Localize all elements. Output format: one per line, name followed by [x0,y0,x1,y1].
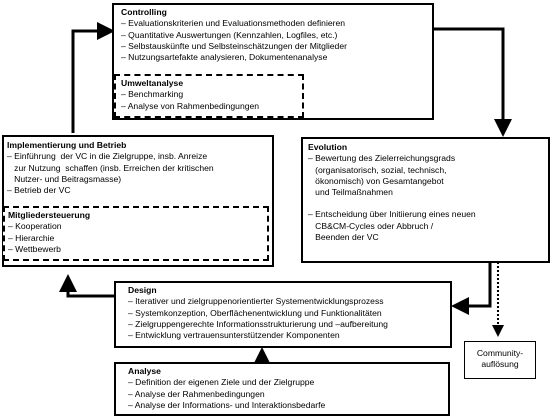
design-title: Design [128,285,157,295]
arrow-design-to-implementierung [68,277,114,296]
analyse-item: – Analyse der Rahmenbedingungen [128,388,265,399]
arrow-controlling-to-evolution [432,29,503,134]
evolution-item: und Teilmaßnahmen [308,187,393,198]
controlling-title: Controlling [121,7,167,17]
evolution-item: Beenden der VC [308,232,379,243]
analyse-title: Analyse [128,366,161,376]
design-item: – Iterativer und zielgruppenorientierter Systementwicklungsprozess [128,296,384,307]
umweltanalyse-box [114,74,304,118]
design-item: – Systemkonzeption, Oberflächenentwicklung und Funktionalitäten [128,307,382,318]
design-item: – Entwicklung vertrauensunterstützender Komponenten [128,330,340,341]
design-item: – Zielgruppengerechte Informationsstrukturierung und –aufbereitung [128,318,388,329]
mitgliedersteuerung-box [3,206,269,261]
community-box [464,341,536,379]
analyse-item: – Analyse der Informations- und Interaktionsbedarfe [128,399,326,410]
implementierung-item: – Betrieb der VC [7,185,71,196]
controlling-item: – Selbstauskünfte und Selbsteinschätzungen der Mitglieder [121,40,347,51]
controlling-item: – Nutzungsartefakte analysieren, Dokumentenanalyse [121,52,328,63]
implementierung-item: Nutzer- und Beitragsmasse) [7,173,122,184]
arrow-evolution-to-design [454,262,490,306]
mitgliedersteuerung-title: Mitgliedersteuerung [8,210,91,220]
mitgliedersteuerung-item: – Kooperation [8,221,62,232]
mitgliedersteuerung-item: – Hierarchie [8,232,55,243]
mitgliedersteuerung-item: – Wettbewerb [8,243,61,254]
controlling-item: – Quantitative Auswertungen (Kennzahlen, Logfiles, etc.) [121,29,338,40]
community-line: Community- [476,348,524,358]
umweltanalyse-item: – Benchmarking [121,89,184,100]
umweltanalyse-item: – Analyse von Rahmenbedingungen [121,100,260,111]
implementierung-item: – Einführung der VC in die Zielgruppe, insb. Anreize [7,151,208,162]
evolution-item: – Bewertung des Zielerreichungsgrads [308,153,456,164]
analyse-item: – Definition der eigenen Ziele und der Zielgruppe [128,377,315,388]
evolution-item: CB&CM-Cycles oder Abbruch / [308,220,434,231]
evolution-title: Evolution [308,142,348,152]
evolution-item [308,198,548,209]
implementierung-item: zur Nutzung schaffen (insb. Erreichen der kritischen [7,162,214,173]
evolution-item: – Entscheidung über Initiierung eines neuen [308,209,476,220]
implementierung-title: Implementierung und Betrieb [7,140,127,150]
arrow-implementierung-to-controlling [73,31,112,133]
evolution-item: ökonomisch) von Gesamtangebot [308,175,444,186]
evolution-box [301,137,550,263]
evolution-item: (organisatorisch, sozial, technisch, [308,164,447,175]
analyse-box [114,362,450,416]
controlling-item: – Evaluationskriterien und Evaluationsmethoden definieren [121,18,346,29]
community-line: auflösung [481,359,519,370]
umweltanalyse-title: Umweltanalyse [121,78,184,88]
design-box [114,281,452,348]
